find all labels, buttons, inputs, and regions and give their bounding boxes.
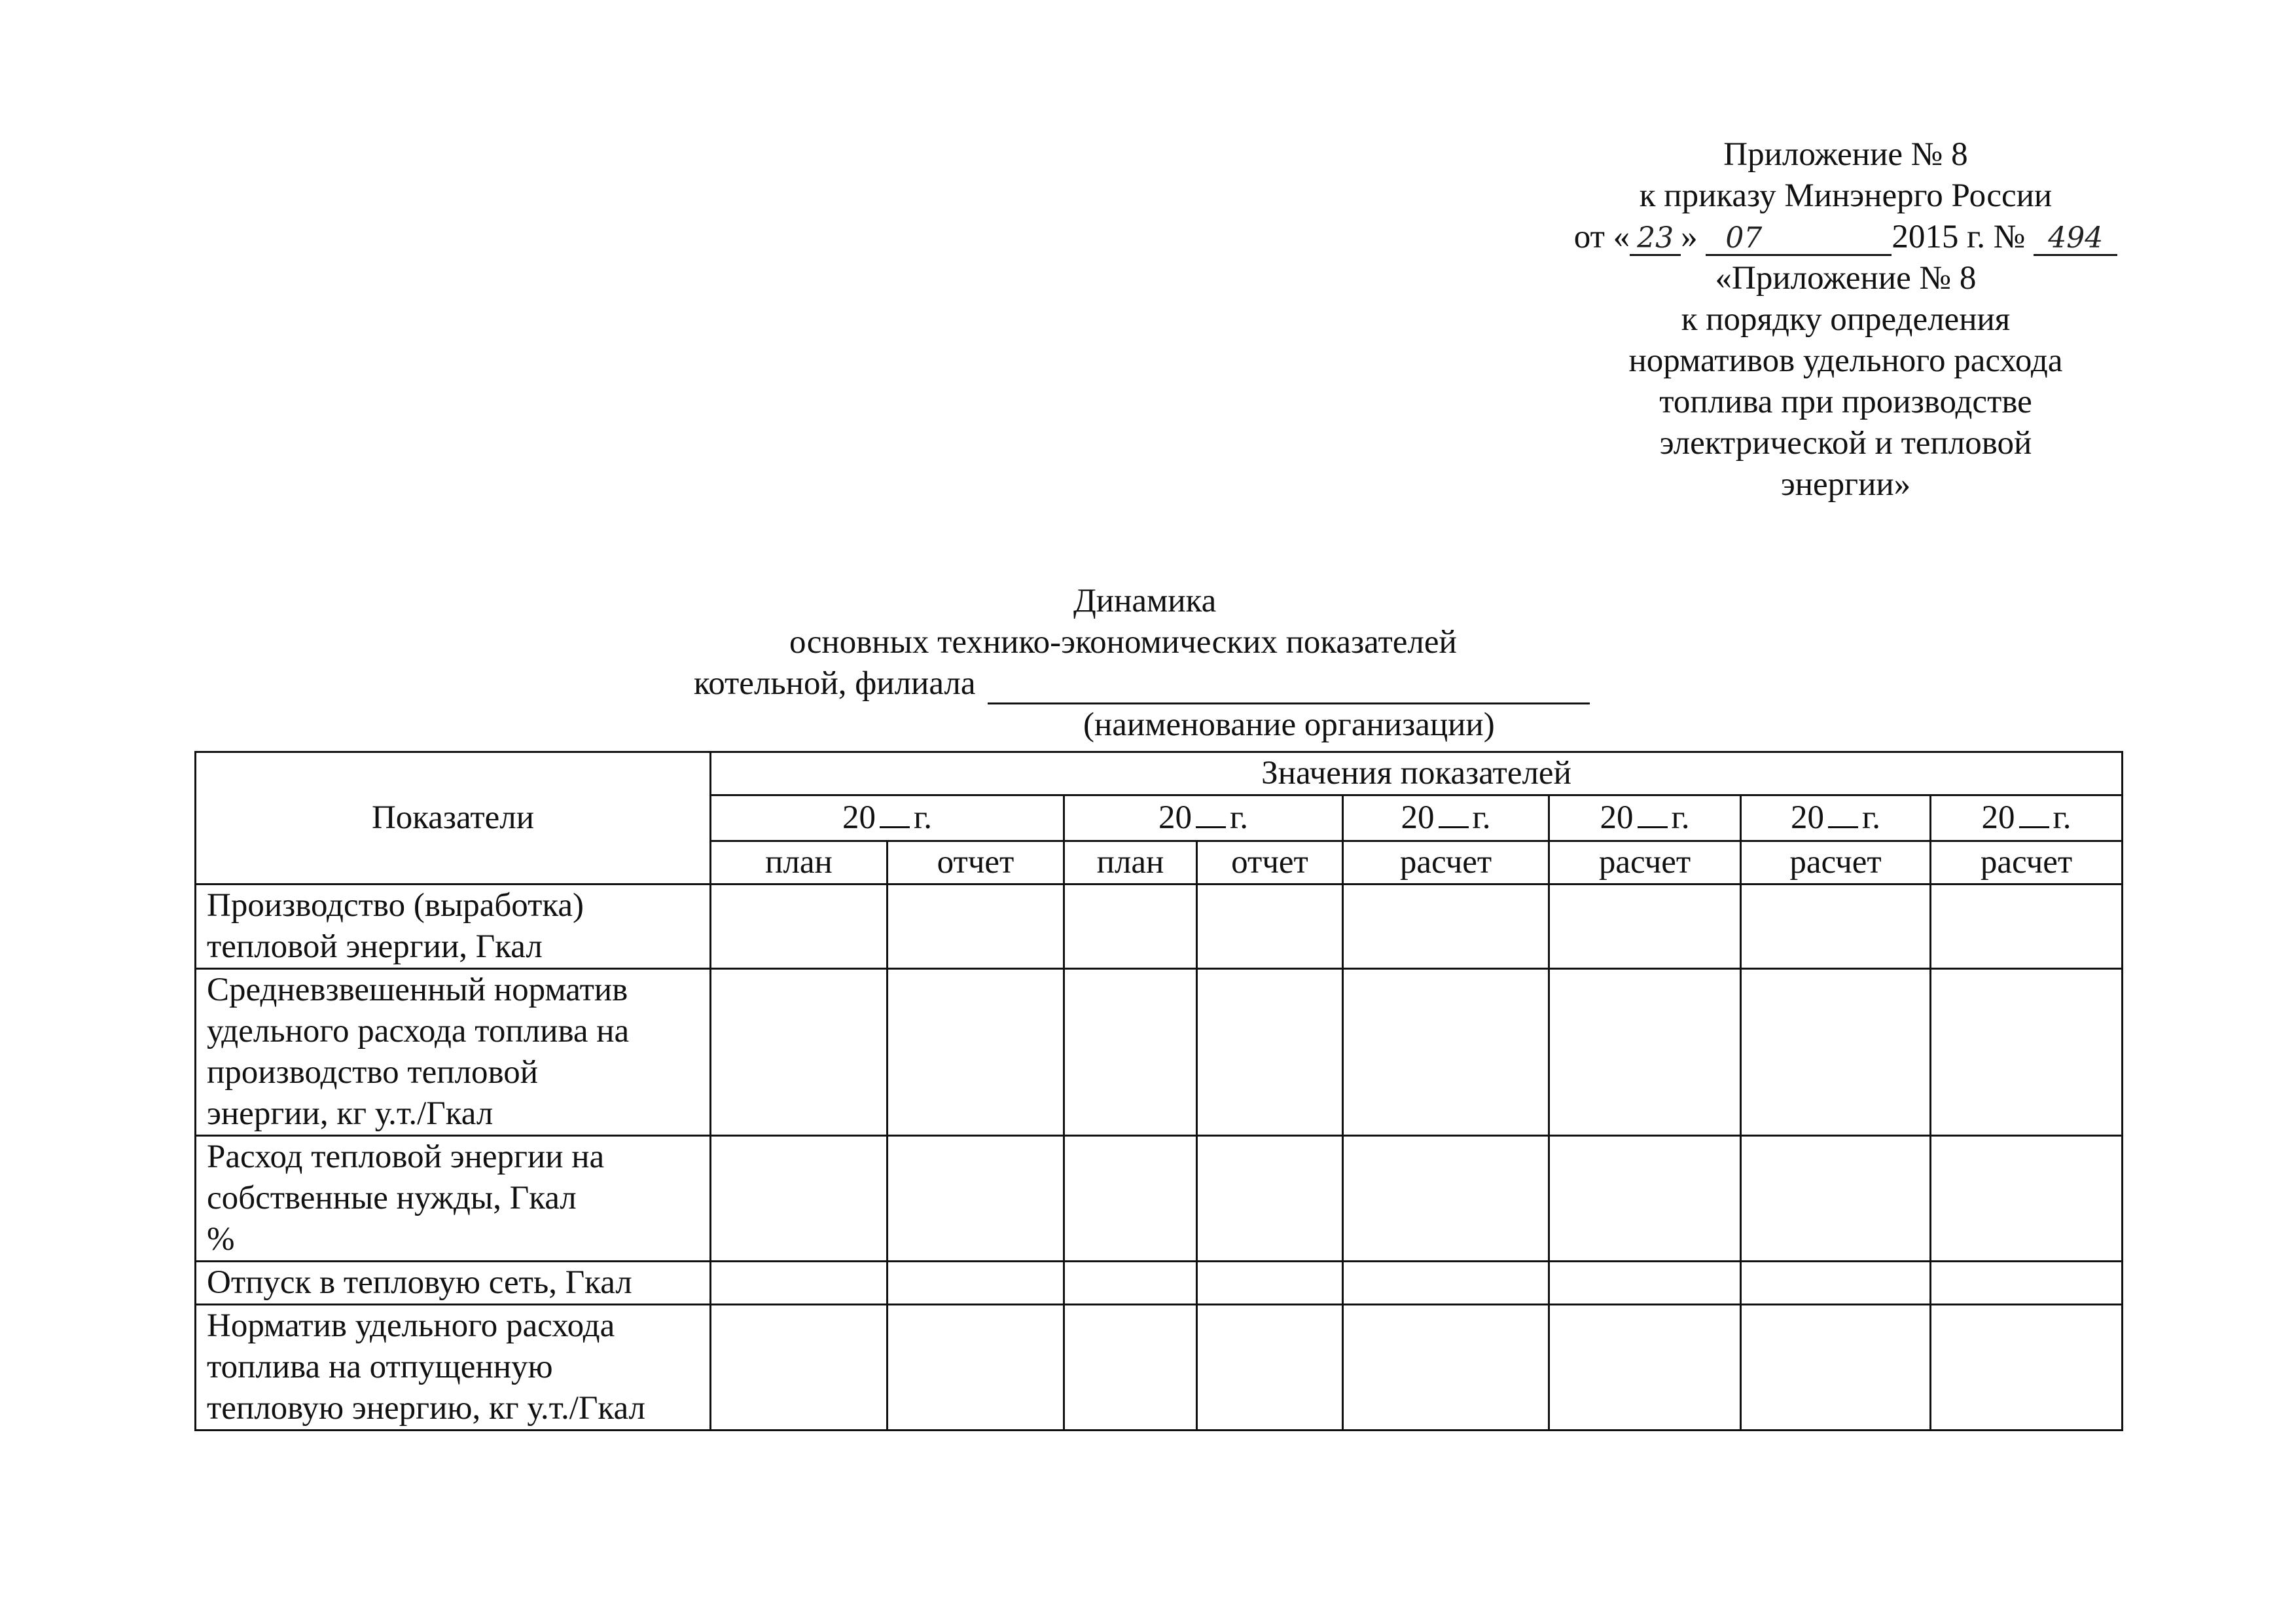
appendix-line: электрической и тепловой	[1659, 425, 2032, 462]
indicators-table	[194, 751, 2123, 1431]
handwritten-day: 23	[1630, 223, 1681, 256]
year-header: 20 г.	[1064, 795, 1343, 841]
subheader-cell: план	[711, 841, 888, 884]
value-cell[interactable]	[1197, 1136, 1343, 1262]
value-cell[interactable]	[1549, 1136, 1741, 1262]
value-cell[interactable]	[888, 884, 1064, 969]
value-cell[interactable]	[888, 969, 1064, 1136]
value-cell[interactable]	[1064, 1305, 1197, 1431]
value-cell[interactable]	[1197, 1305, 1343, 1431]
table-row	[196, 1305, 2123, 1431]
appendix-line: «Приложение № 8	[1715, 260, 1977, 297]
value-cell[interactable]	[1064, 1262, 1197, 1305]
appendix-line: нормативов удельного расхода	[1628, 342, 2063, 379]
value-cell[interactable]	[1931, 1305, 2123, 1431]
value-cell[interactable]	[1741, 969, 1931, 1136]
table-row	[196, 969, 2123, 1136]
heading-organization-line: котельной, филиала	[694, 663, 1610, 704]
subheader-cell: расчет	[1741, 841, 1931, 884]
value-cell[interactable]	[1197, 884, 1343, 969]
indicator-label-line: тепловой энергии, Гкал	[207, 928, 543, 965]
table-row	[196, 884, 2123, 969]
handwritten-month: 07	[1706, 223, 1892, 256]
table-row	[196, 1136, 2123, 1262]
value-cell[interactable]	[1343, 1305, 1549, 1431]
subheader-cell: расчет	[1549, 841, 1741, 884]
subheader-cell: расчет	[1931, 841, 2123, 884]
indicator-label-line: %	[207, 1221, 235, 1258]
indicator-label-line: удельного расхода топлива на	[207, 1013, 630, 1049]
value-cell[interactable]	[711, 1262, 888, 1305]
indicator-label-line: производство тепловой	[207, 1054, 539, 1091]
value-cell[interactable]	[888, 1305, 1064, 1431]
value-cell[interactable]	[1064, 969, 1197, 1136]
appendix-line: к порядку определения	[1681, 301, 2011, 338]
appendix-header	[1518, 134, 2173, 505]
indicator-label-line: тепловую энергию, кг у.т./Гкал	[207, 1390, 645, 1427]
indicator-label	[196, 969, 711, 1136]
value-cell[interactable]	[711, 969, 888, 1136]
table-row	[196, 1262, 2123, 1305]
year-header: 20 г.	[1343, 795, 1549, 841]
value-cell[interactable]	[1741, 1305, 1931, 1431]
indicator-label-line: энергии, кг у.т./Гкал	[207, 1095, 493, 1132]
indicator-label-line: Отпуск в тепловую сеть, Гкал	[207, 1264, 632, 1301]
value-cell[interactable]	[1343, 884, 1549, 969]
indicator-label	[196, 1136, 711, 1262]
value-cell[interactable]	[1741, 884, 1931, 969]
value-cell[interactable]	[1549, 969, 1741, 1136]
year-header: 20 г.	[1931, 795, 2123, 841]
heading-title: Динамика	[1073, 583, 1217, 619]
value-cell[interactable]	[1549, 884, 1741, 969]
indicator-label-line: Норматив удельного расхода	[207, 1307, 615, 1344]
organization-caption: (наименование организации)	[1083, 706, 1495, 743]
organization-name-blank	[988, 671, 1590, 704]
value-cell[interactable]	[1343, 1262, 1549, 1305]
indicator-label	[196, 884, 711, 969]
year-header: 20 г.	[1741, 795, 1931, 841]
indicator-label-line: топлива на отпущенную	[207, 1349, 553, 1385]
value-cell[interactable]	[1343, 969, 1549, 1136]
appendix-title: Приложение № 8	[1723, 136, 1968, 173]
value-cell[interactable]	[1549, 1305, 1741, 1431]
document-heading	[694, 581, 1610, 746]
value-cell[interactable]	[711, 1136, 888, 1262]
subheader-cell: план	[1064, 841, 1197, 884]
value-cell[interactable]	[1931, 969, 2123, 1136]
value-cell[interactable]	[1931, 1262, 2123, 1305]
indicator-label	[196, 1262, 711, 1305]
appendix-date-line: от « 23 » 07 2015 г. № 494	[1518, 217, 2173, 258]
indicator-label-line: собственные нужды, Гкал	[207, 1180, 577, 1216]
value-cell[interactable]	[711, 1305, 888, 1431]
indicator-label-line: Средневзвешенный норматив	[207, 972, 628, 1008]
header-values: Значения показателей	[711, 752, 2123, 795]
value-cell[interactable]	[1197, 969, 1343, 1136]
indicator-label	[196, 1305, 711, 1431]
value-cell[interactable]	[1931, 884, 2123, 969]
handwritten-order-number: 494	[2034, 223, 2117, 256]
value-cell[interactable]	[888, 1262, 1064, 1305]
indicator-label-line: Расход тепловой энергии на	[207, 1139, 605, 1175]
table-body	[196, 884, 2123, 1431]
appendix-line: энергии»	[1780, 466, 1911, 503]
subheader-cell: отчет	[888, 841, 1064, 884]
appendix-order: к приказу Минэнерго России	[1639, 177, 2053, 214]
heading-subtitle: основных технико-экономических показателей	[789, 624, 1457, 661]
indicator-label-line: Производство (выработка)	[207, 887, 584, 924]
value-cell[interactable]	[1064, 884, 1197, 969]
year-header: 20 г.	[1549, 795, 1741, 841]
year-header: 20 г.	[711, 795, 1064, 841]
value-cell[interactable]	[1343, 1136, 1549, 1262]
header-indicators: Показатели	[196, 752, 711, 884]
value-cell[interactable]	[1931, 1136, 2123, 1262]
value-cell[interactable]	[1549, 1262, 1741, 1305]
value-cell[interactable]	[711, 884, 888, 969]
value-cell[interactable]	[1741, 1262, 1931, 1305]
appendix-line: топлива при производстве	[1659, 384, 2032, 420]
value-cell[interactable]	[888, 1136, 1064, 1262]
value-cell[interactable]	[1197, 1262, 1343, 1305]
subheader-cell: отчет	[1197, 841, 1343, 884]
subheader-cell: расчет	[1343, 841, 1549, 884]
value-cell[interactable]	[1064, 1136, 1197, 1262]
value-cell[interactable]	[1741, 1136, 1931, 1262]
